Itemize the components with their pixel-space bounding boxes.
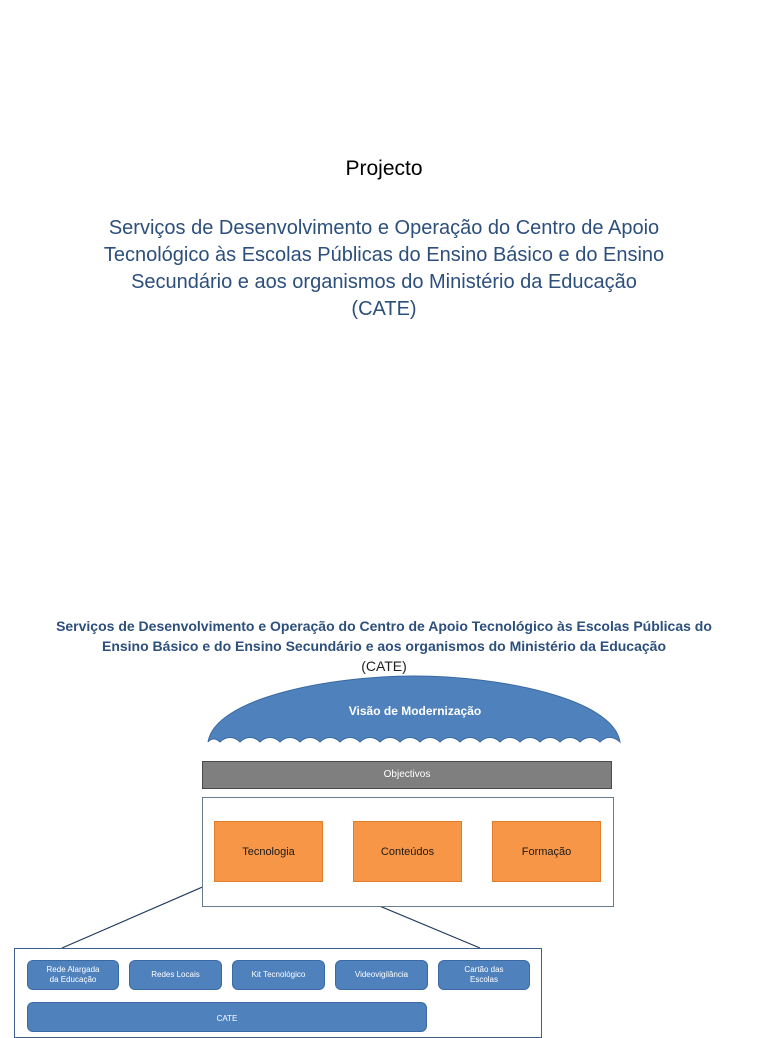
subtitle-line: Secundário e aos organismos do Ministério da Educação	[131, 271, 637, 293]
subtitle-line: (CATE)	[351, 298, 417, 320]
service-label-line: Kit Tecnológico	[251, 970, 306, 979]
service-label-line: Redes Locais	[151, 970, 200, 979]
pillar-conteudos: Conteúdos	[353, 821, 462, 882]
service-label-line: Cartão das	[464, 965, 504, 974]
service-label-line: da Educação	[49, 975, 97, 984]
service-rede-alargada	[27, 960, 119, 990]
subtitle-line: Serviços de Desenvolvimento e Operação do Centro de Apoio	[108, 217, 660, 239]
diagram-title-line: Ensino Básico e do Ensino Secundário e aos organismos do Ministério da Educação	[101, 638, 666, 654]
service-videovigilancia	[335, 960, 428, 990]
pillar-formacao: Formação	[492, 821, 601, 882]
connector-line-left	[62, 882, 214, 948]
objectives-bar: Objectivos	[202, 761, 612, 789]
service-redes-locais	[129, 960, 222, 990]
service-kit-tecnologico	[232, 960, 325, 990]
service-label-line: Rede Alargada	[46, 965, 100, 974]
page-heading: Projecto	[345, 157, 423, 180]
subtitle-line: Tecnológico às Escolas Públicas do Ensino Básico e do Ensino	[103, 244, 665, 266]
service-label-line: Escolas	[469, 975, 498, 984]
diagram-title-line: (CATE)	[361, 658, 407, 674]
service-cartao-escolas	[438, 960, 530, 990]
service-label-line: Videovigilância	[354, 970, 409, 979]
diagram-title-line: Serviços de Desenvolvimento e Operação do Centro de Apoio Tecnológico às Escolas Públicas do	[56, 618, 712, 634]
vision-label: Visão de Modernização	[348, 704, 482, 718]
cate-bar: CATE	[27, 1002, 427, 1032]
pillar-tecnologia: Tecnologia	[214, 821, 323, 882]
